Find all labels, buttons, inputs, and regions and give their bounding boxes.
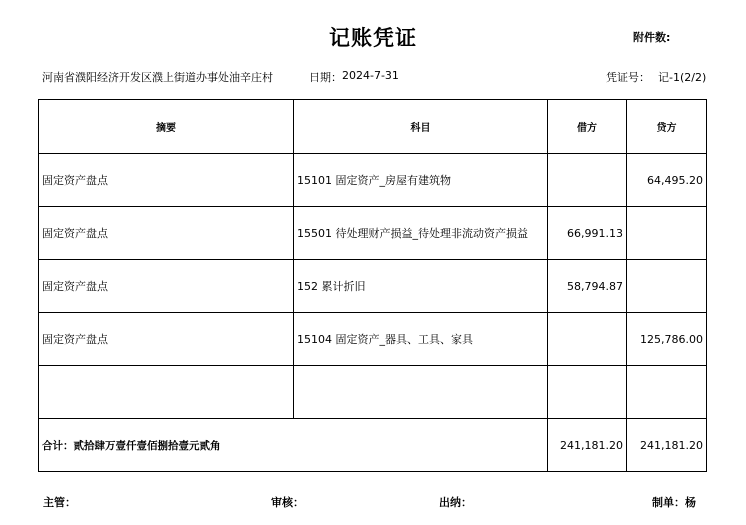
debit-cell (548, 366, 627, 419)
voucher-title: 记账凭证 (329, 26, 417, 50)
cashier-label: 出纳： (439, 496, 472, 509)
account-cell: 15104 固定资产_器具、工具、家具 (294, 313, 548, 366)
table-row (39, 260, 707, 313)
voucher-table (38, 99, 707, 472)
summary-cell (39, 366, 294, 419)
credit-cell: 64,495.20 (627, 154, 707, 207)
voucher-number-value: 记-1(2/2) (658, 71, 707, 84)
column-header-summary: 摘要 (39, 100, 294, 154)
attachments-label: 附件数: (633, 31, 671, 44)
table-row (39, 154, 707, 207)
credit-cell: 125,786.00 (627, 313, 707, 366)
table-row (39, 313, 707, 366)
total-label: 合计：贰拾肆万壹仟壹佰捌拾壹元贰角 (39, 419, 548, 472)
debit-cell: 58,794.87 (548, 260, 627, 313)
preparer-label: 制单：杨 (652, 496, 696, 509)
credit-cell (627, 366, 707, 419)
date-value: 2024-7-31 (342, 69, 399, 82)
date-label: 日期： (309, 71, 342, 84)
total-row (39, 419, 707, 472)
column-header-debit: 借方 (548, 100, 627, 154)
debit-cell: 66,991.13 (548, 207, 627, 260)
account-cell (294, 366, 548, 419)
table-header-row (39, 100, 707, 154)
supervisor-label: 主管： (43, 496, 76, 509)
column-header-credit: 贷方 (627, 100, 707, 154)
account-cell: 15501 待处理财产损益_待处理非流动资产损益 (294, 207, 548, 260)
summary-cell: 固定资产盘点 (39, 154, 294, 207)
account-cell: 15101 固定资产_房屋有建筑物 (294, 154, 548, 207)
credit-cell (627, 207, 707, 260)
summary-cell: 固定资产盘点 (39, 313, 294, 366)
credit-cell (627, 260, 707, 313)
table-row (39, 366, 707, 419)
total-credit: 241,181.20 (627, 419, 707, 472)
summary-cell: 固定资产盘点 (39, 207, 294, 260)
debit-cell (548, 154, 627, 207)
summary-cell: 固定资产盘点 (39, 260, 294, 313)
reviewer-label: 审核： (271, 496, 304, 509)
table-row (39, 207, 707, 260)
voucher-number-label: 凭证号： (606, 71, 650, 84)
organization-name: 河南省濮阳经济开发区濮上街道办事处油辛庄村 (42, 71, 273, 84)
debit-cell (548, 313, 627, 366)
column-header-account: 科目 (294, 100, 548, 154)
total-debit: 241,181.20 (548, 419, 627, 472)
account-cell: 152 累计折旧 (294, 260, 548, 313)
